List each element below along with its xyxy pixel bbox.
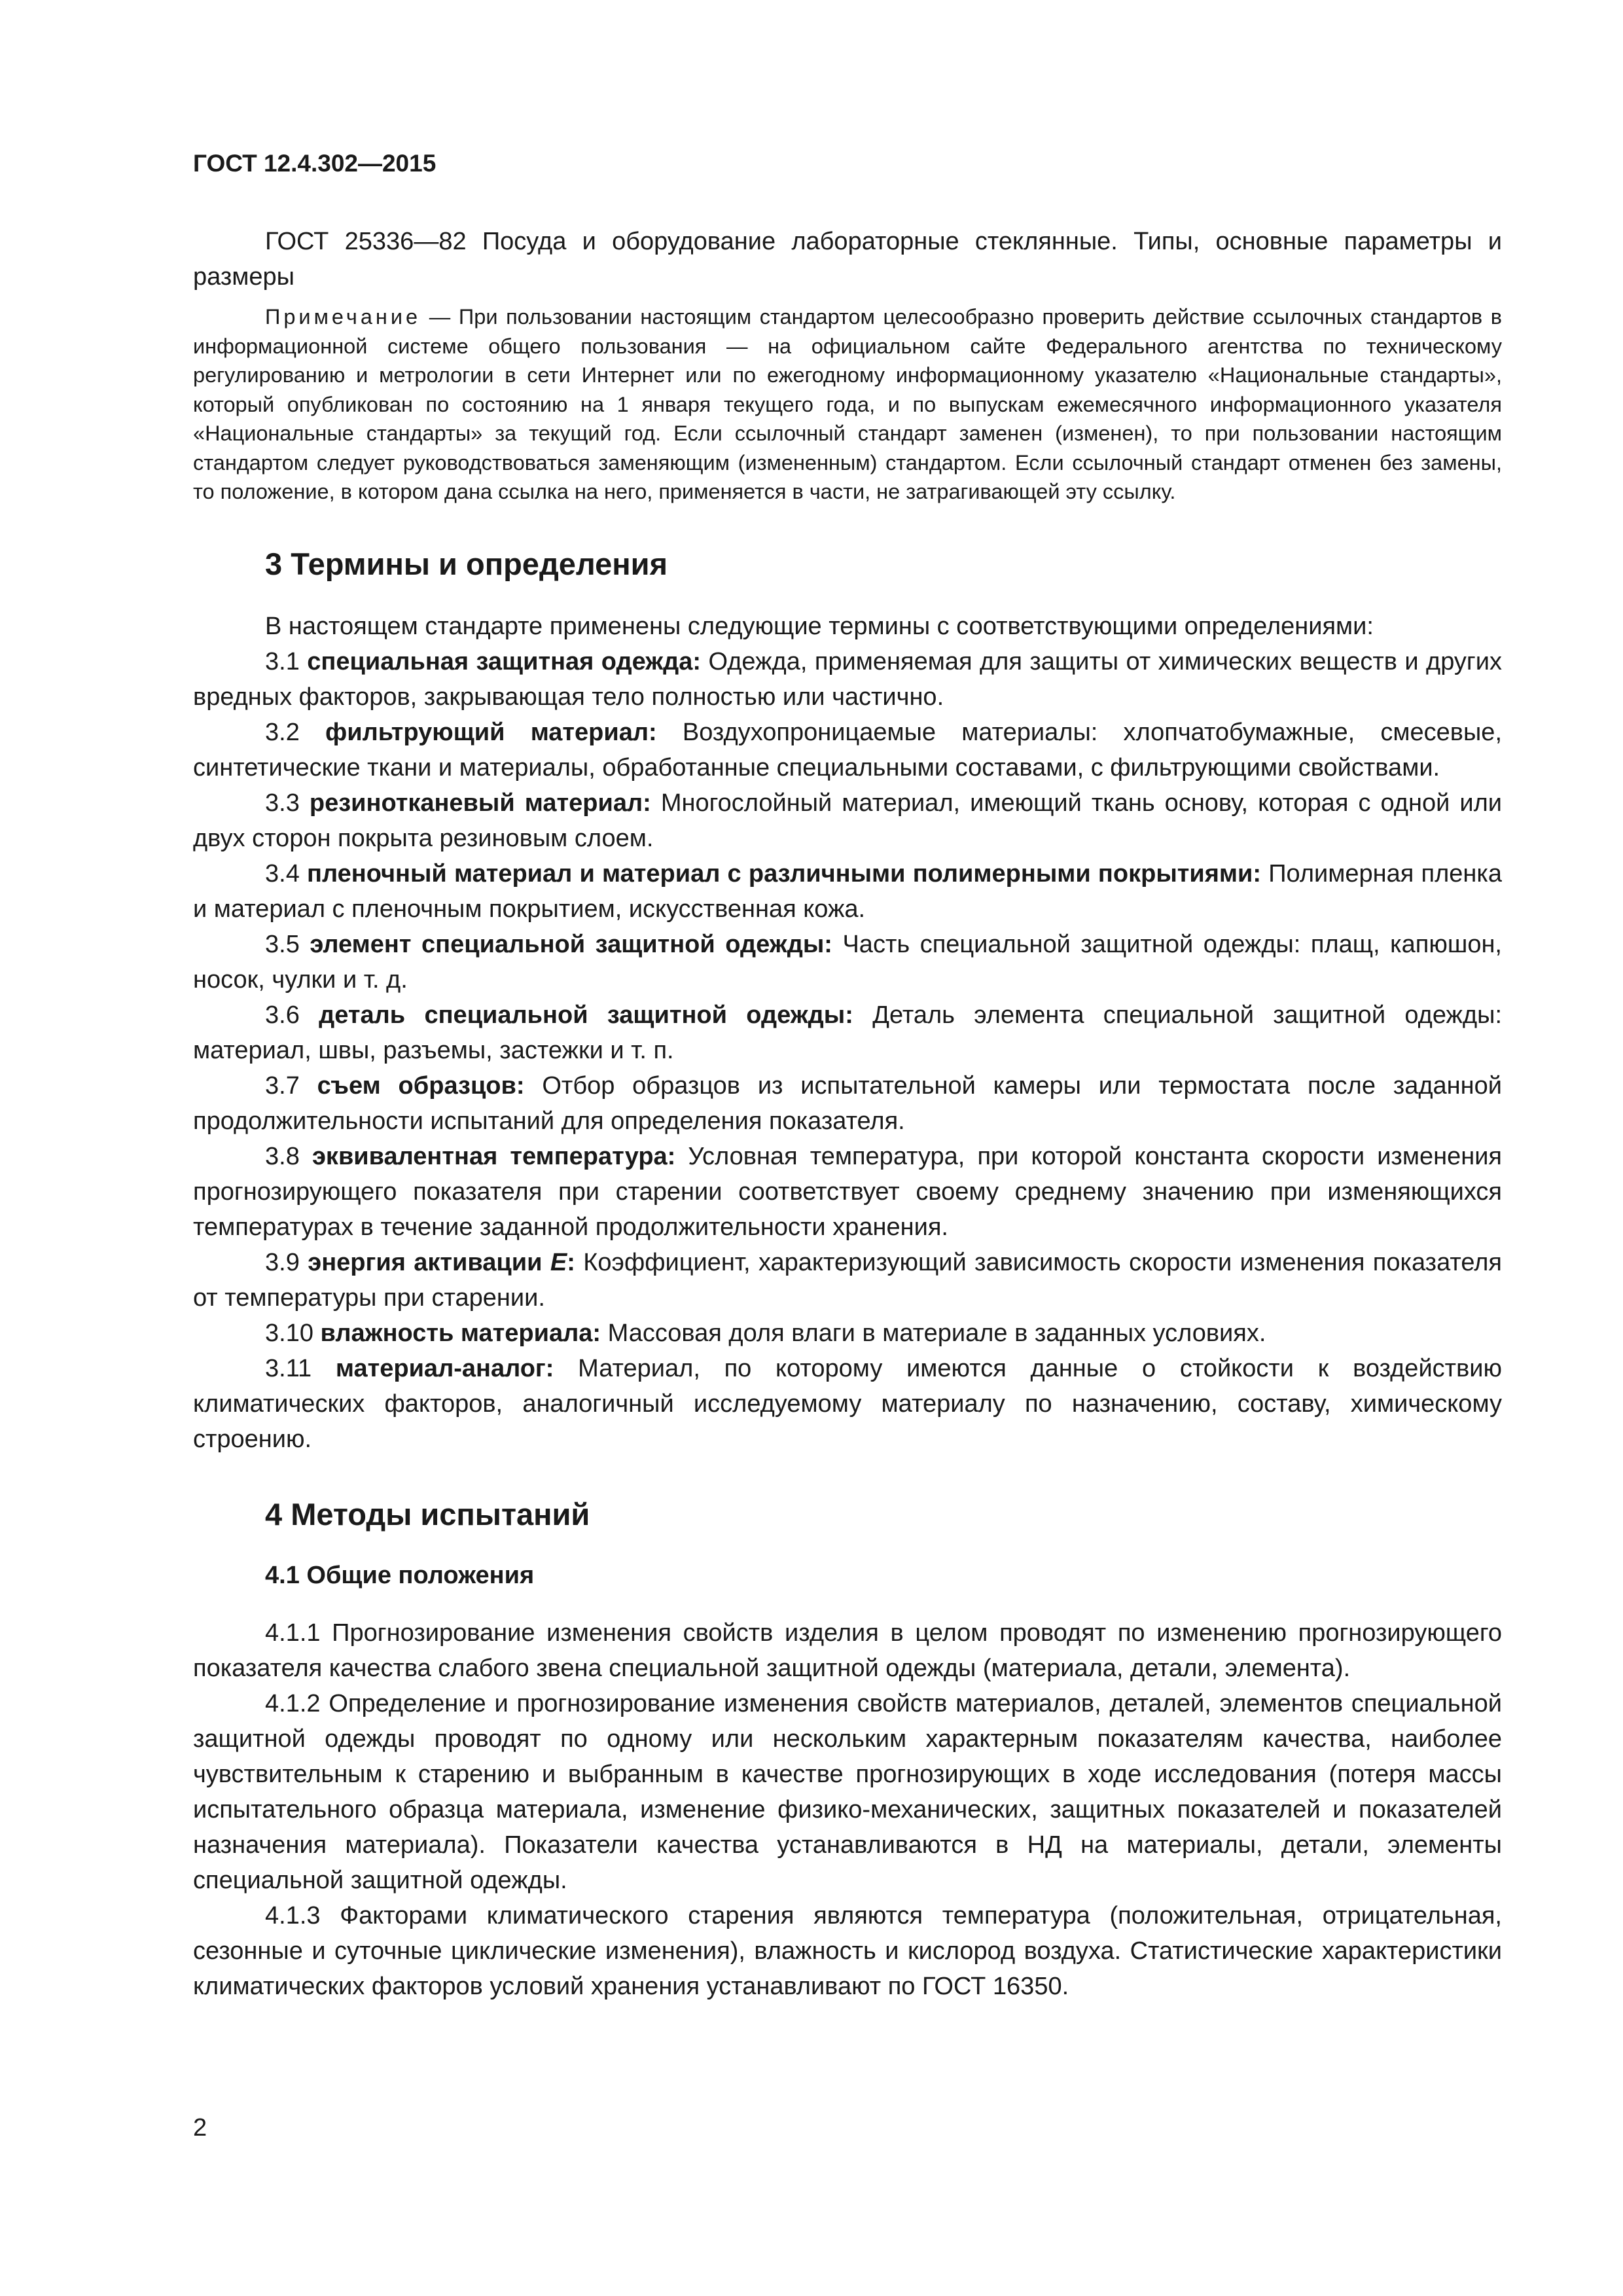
- term-3-6: [193, 997, 1502, 1068]
- term-definition: Условная температура, при которой константа скорости изменения прогнозирующего показателя при старении соответствует своему среднему значению при изменяющихся температурах в течение заданной продолжительности хранения.: [193, 1142, 1503, 1241]
- term-definition: Часть специальной защитной одежды: плащ, капюшон, носок, чулки и т. д.: [193, 930, 1502, 994]
- term-name: элемент специальной защитной одежды:: [310, 930, 832, 958]
- term-number: 3.2: [265, 718, 326, 746]
- term-number: 3.10: [265, 1319, 321, 1347]
- page-number: 2: [193, 2114, 207, 2142]
- subsection-4-1-heading: 4.1 Общие положения: [265, 1561, 535, 1589]
- term-number: 3.11: [265, 1354, 336, 1382]
- term-name-tail: :: [567, 1248, 575, 1276]
- term-number: 3.5: [265, 930, 310, 958]
- term-number: 3.4: [265, 859, 308, 888]
- term-name: специальная защитная одежда:: [307, 647, 702, 675]
- note-text: — При пользовании настоящим стандартом целесообразно проверить действие ссылочных стандартов в информационной системе общего пользования — на официальном сайте Федерального агентства по техническому регулированию и метрологии в сети Интернет или по ежегодному информационному указателю «Национальные стандарты», который опубликован по состоянию на 1 января текущего года, и по выпускам ежемесячного информационного указателя «Национальные стандарты» за текущий год. Если ссылочный стандарт заменен (изменен), то при пользовании настоящим стандартом следует руководствоваться заменяющим (измененным) стандартом. Если ссылочный стандарт отменен без замены, то положение, в котором дана ссылка на него, применяется в части, не затрагивающей эту ссылку.: [193, 305, 1502, 503]
- term-name: резинотканевый материал:: [309, 789, 651, 817]
- section-4-heading: 4 Методы испытаний: [265, 1496, 590, 1532]
- term-name: пленочный материал и материал с различными полимерными покрытиями:: [307, 859, 1262, 888]
- note-paragraph: [193, 302, 1502, 507]
- term-definition: Деталь элемента специальной защитной одежды: материал, швы, разъемы, застежки и т. п.: [193, 1001, 1503, 1064]
- term-3-1: [193, 644, 1502, 715]
- term-number: 3.6: [265, 1001, 319, 1029]
- term-number: 3.3: [265, 789, 310, 817]
- document-code-header: ГОСТ 12.4.302—2015: [193, 150, 437, 177]
- normative-reference: ГОСТ 25336—82 Посуда и оборудование лабораторные стеклянные. Типы, основные параметры и размеры: [193, 228, 1502, 291]
- term-name: съем образцов:: [317, 1071, 525, 1100]
- term-3-10: [193, 1316, 1502, 1351]
- term-number: 3.8: [265, 1142, 312, 1170]
- term-definition: Полимерная пленка и материал с пленочным покрытием, искусственная кожа.: [193, 859, 1502, 923]
- term-name: влажность материала:: [320, 1319, 601, 1347]
- page-content: [193, 224, 1502, 2004]
- term-name: деталь специальной защитной одежды:: [319, 1001, 853, 1029]
- term-definition: Воздухопроницаемые материалы: хлопчатобумажные, смесевые, синтетические ткани и материалы, обработанные специальными составами, с фильтрующими свойствами.: [193, 718, 1502, 781]
- term-definition: Многослойный материал, имеющий ткань основу, которая с одной или двух сторон покрыта резиновым слоем.: [193, 789, 1502, 852]
- section-3-heading: 3 Термины и определения: [265, 546, 668, 581]
- term-definition: Массовая доля влаги в материале в заданных условиях.: [601, 1319, 1266, 1347]
- term-name: энергия активации: [308, 1248, 550, 1276]
- term-name: материал-аналог:: [335, 1354, 554, 1382]
- terms-intro: В настоящем стандарте применены следующие термины с соответствующими определениями:: [265, 612, 1374, 640]
- clause-4-1-2: 4.1.2 Определение и прогнозирование изменения свойств материалов, деталей, элементов специальной защитной одежды проводят по одному или нескольким характерным показателям качества, наиболее чувствительным к старению и выбранным в качестве прогнозирующих в ходе исследования (потеря массы испытательного образца материала, изменение физико-механических, защитных показателей и показателей назначения материала). Показатели качества устанавливаются в НД на материалы, детали, элементы специальной защитной одежды.: [193, 1689, 1502, 1894]
- term-3-9: [193, 1245, 1502, 1316]
- term-number: 3.1: [265, 647, 308, 675]
- term-3-8: [193, 1139, 1502, 1245]
- term-3-7: [193, 1068, 1502, 1139]
- clause-4-1-1: 4.1.1 Прогнозирование изменения свойств изделия в целом проводят по изменению прогнозирующего показателя качества слабого звена специальной защитной одежды (материала, детали, элемента).: [193, 1619, 1502, 1682]
- term-definition: Одежда, применяемая для защиты от химических веществ и других вредных факторов, закрывающая тело полностью или частично.: [193, 647, 1502, 711]
- term-3-5: [193, 927, 1502, 997]
- clause-4-1-3: 4.1.3 Факторами климатического старения являются температура (положительная, отрицательная, сезонные и суточные циклические изменения), влажность и кислород воздуха. Статистические характеристики климатических факторов условий хранения устанавливают по ГОСТ 16350.: [193, 1901, 1502, 2000]
- term-definition: Материал, по которому имеются данные о стойкости к воздействию климатических факторов, аналогичный исследуемому материалу по назначению, составу, химическому строению.: [193, 1354, 1502, 1453]
- term-number: 3.9: [265, 1248, 308, 1276]
- term-3-4: [193, 856, 1502, 927]
- term-3-11: [193, 1351, 1502, 1457]
- term-definition: Отбор образцов из испытательной камеры или термостата после заданной продолжительности испытаний для определения показателя.: [193, 1071, 1502, 1135]
- term-number: 3.7: [265, 1071, 317, 1100]
- term-name: эквивалентная температура:: [312, 1142, 676, 1170]
- term-3-2: [193, 715, 1502, 785]
- term-3-3: [193, 785, 1502, 856]
- term-name: фильтрующий материал:: [325, 718, 657, 746]
- note-label: Примечание: [265, 305, 421, 329]
- term-definition: Коэффициент, характеризующий зависимость скорости изменения показателя от температуры при старении.: [193, 1248, 1503, 1312]
- term-symbol: E: [550, 1248, 567, 1276]
